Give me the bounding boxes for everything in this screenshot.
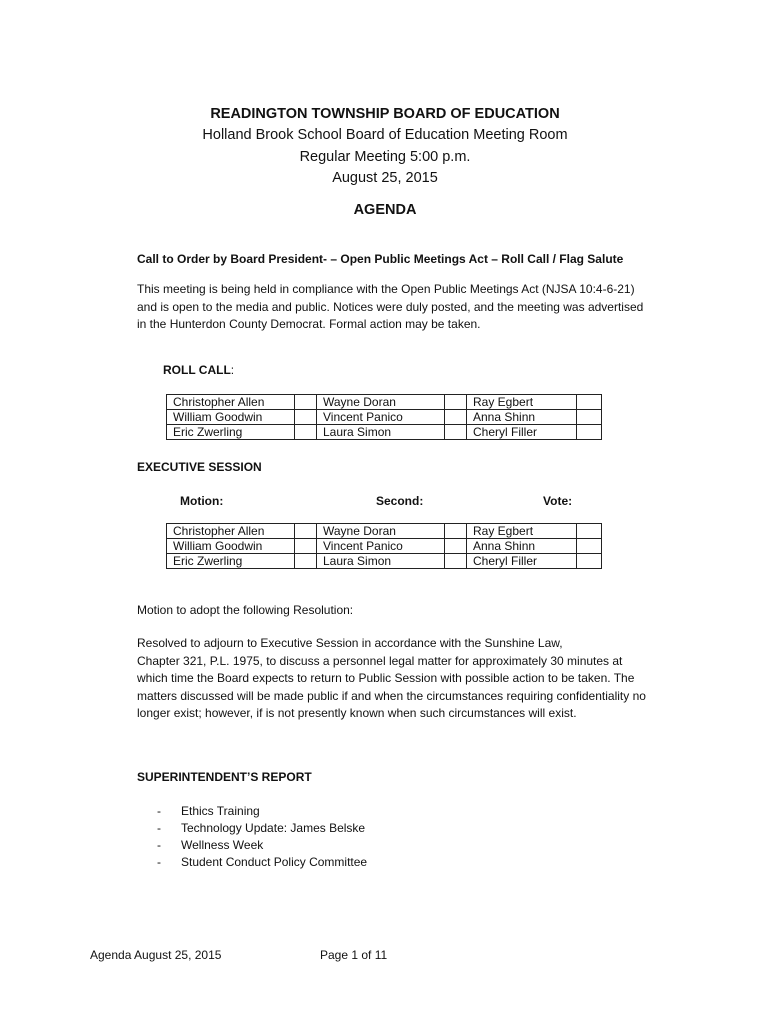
document-title: READINGTON TOWNSHIP BOARD OF EDUCATION	[210, 106, 560, 122]
member-name: Anna Shinn	[467, 539, 577, 554]
table-row	[167, 410, 602, 425]
executive-session-table	[166, 523, 602, 569]
resolution-line: longer exist; however, if is not presently known when such circumstances will exist.	[137, 706, 577, 720]
bullet-dash: -	[157, 821, 161, 835]
member-name: Christopher Allen	[167, 524, 295, 539]
superintendent-report-list	[157, 803, 367, 871]
compliance-paragraph	[137, 281, 697, 334]
member-name: Ray Egbert	[467, 524, 577, 539]
roll-call-table	[166, 394, 602, 440]
roll-call-label: ROLL CALL	[163, 363, 231, 377]
vote-checkbox[interactable]	[295, 539, 317, 554]
bullet-dash: -	[157, 838, 161, 852]
resolution-line: Chapter 321, P.L. 1975, to discuss a personnel legal matter for approximately 30 minutes at	[137, 653, 623, 668]
attendance-checkbox[interactable]	[445, 395, 467, 410]
footer-date: Agenda August 25, 2015	[90, 948, 222, 962]
table-row	[167, 425, 602, 440]
member-name: Eric Zwerling	[167, 425, 295, 440]
table-row	[167, 524, 602, 539]
page-number: Page 1 of 11	[320, 948, 388, 962]
member-name: Laura Simon	[317, 554, 445, 569]
second-label: Second:	[376, 494, 424, 508]
compliance-line: and is open to the media and public. Notices were duly posted, and the meeting was advertised	[137, 299, 644, 314]
list-item-label: Wellness Week	[181, 838, 264, 852]
roll-call-colon: :	[230, 363, 235, 377]
meeting-date: August 25, 2015	[332, 170, 438, 186]
list-item	[157, 837, 367, 854]
table-row	[167, 395, 602, 410]
member-name: Christopher Allen	[167, 395, 295, 410]
attendance-checkbox[interactable]	[577, 410, 602, 425]
bullet-dash: -	[157, 804, 161, 818]
meeting-time: Regular Meeting 5:00 p.m.	[299, 149, 471, 165]
list-item	[157, 854, 367, 871]
compliance-line: This meeting is being held in compliance with the Open Public Meetings Act (NJSA 10:4-6-21)	[137, 282, 635, 296]
resolution-paragraph	[137, 635, 697, 723]
list-item-label: Student Conduct Policy Committee	[181, 855, 368, 869]
attendance-checkbox[interactable]	[445, 425, 467, 440]
vote-checkbox[interactable]	[577, 554, 602, 569]
member-name: Cheryl Filler	[467, 554, 577, 569]
member-name: William Goodwin	[167, 539, 295, 554]
vote-checkbox[interactable]	[577, 524, 602, 539]
vote-label: Vote:	[543, 494, 573, 508]
vote-checkbox[interactable]	[445, 554, 467, 569]
member-name: Vincent Panico	[317, 539, 445, 554]
agenda-heading: AGENDA	[353, 202, 417, 218]
attendance-checkbox[interactable]	[295, 410, 317, 425]
roll-call-heading	[163, 363, 234, 377]
vote-checkbox[interactable]	[445, 539, 467, 554]
attendance-checkbox[interactable]	[295, 395, 317, 410]
table-row	[167, 554, 602, 569]
motion-text: Motion to adopt the following Resolution:	[137, 603, 354, 617]
table-row	[167, 539, 602, 554]
member-name: Anna Shinn	[467, 410, 577, 425]
call-to-order: Call to Order by Board President- – Open Public Meetings Act – Roll Call / Flag Salute	[137, 252, 624, 266]
attendance-checkbox[interactable]	[295, 425, 317, 440]
attendance-checkbox[interactable]	[577, 425, 602, 440]
list-item	[157, 820, 367, 837]
resolution-line: Resolved to adjourn to Executive Session in accordance with the Sunshine Law,	[137, 636, 563, 650]
member-name: William Goodwin	[167, 410, 295, 425]
vote-checkbox[interactable]	[295, 554, 317, 569]
list-item-label: Ethics Training	[181, 804, 260, 818]
compliance-line: in the Hunterdon County Democrat. Formal action may be taken.	[137, 317, 481, 331]
motion-label: Motion:	[180, 494, 224, 508]
member-name: Cheryl Filler	[467, 425, 577, 440]
list-item-label: Technology Update: James Belske	[181, 821, 366, 835]
vote-checkbox[interactable]	[295, 524, 317, 539]
meeting-location: Holland Brook School Board of Education Meeting Room	[202, 127, 568, 143]
bullet-dash: -	[157, 855, 161, 869]
list-item	[157, 803, 367, 820]
vote-checkbox[interactable]	[577, 539, 602, 554]
resolution-line: which time the Board expects to return to Public Session with possible action to be taken. The	[137, 671, 635, 685]
resolution-line: matters discussed will be made public if and when the circumstances requiring confidentiality no	[137, 688, 646, 703]
attendance-checkbox[interactable]	[445, 410, 467, 425]
executive-session-heading: EXECUTIVE SESSION	[137, 460, 262, 474]
attendance-checkbox[interactable]	[577, 395, 602, 410]
member-name: Wayne Doran	[317, 524, 445, 539]
member-name: Eric Zwerling	[167, 554, 295, 569]
member-name: Vincent Panico	[317, 410, 445, 425]
member-name: Ray Egbert	[467, 395, 577, 410]
superintendent-heading: SUPERINTENDENT’S REPORT	[137, 770, 312, 784]
member-name: Wayne Doran	[317, 395, 445, 410]
member-name: Laura Simon	[317, 425, 445, 440]
vote-checkbox[interactable]	[445, 524, 467, 539]
